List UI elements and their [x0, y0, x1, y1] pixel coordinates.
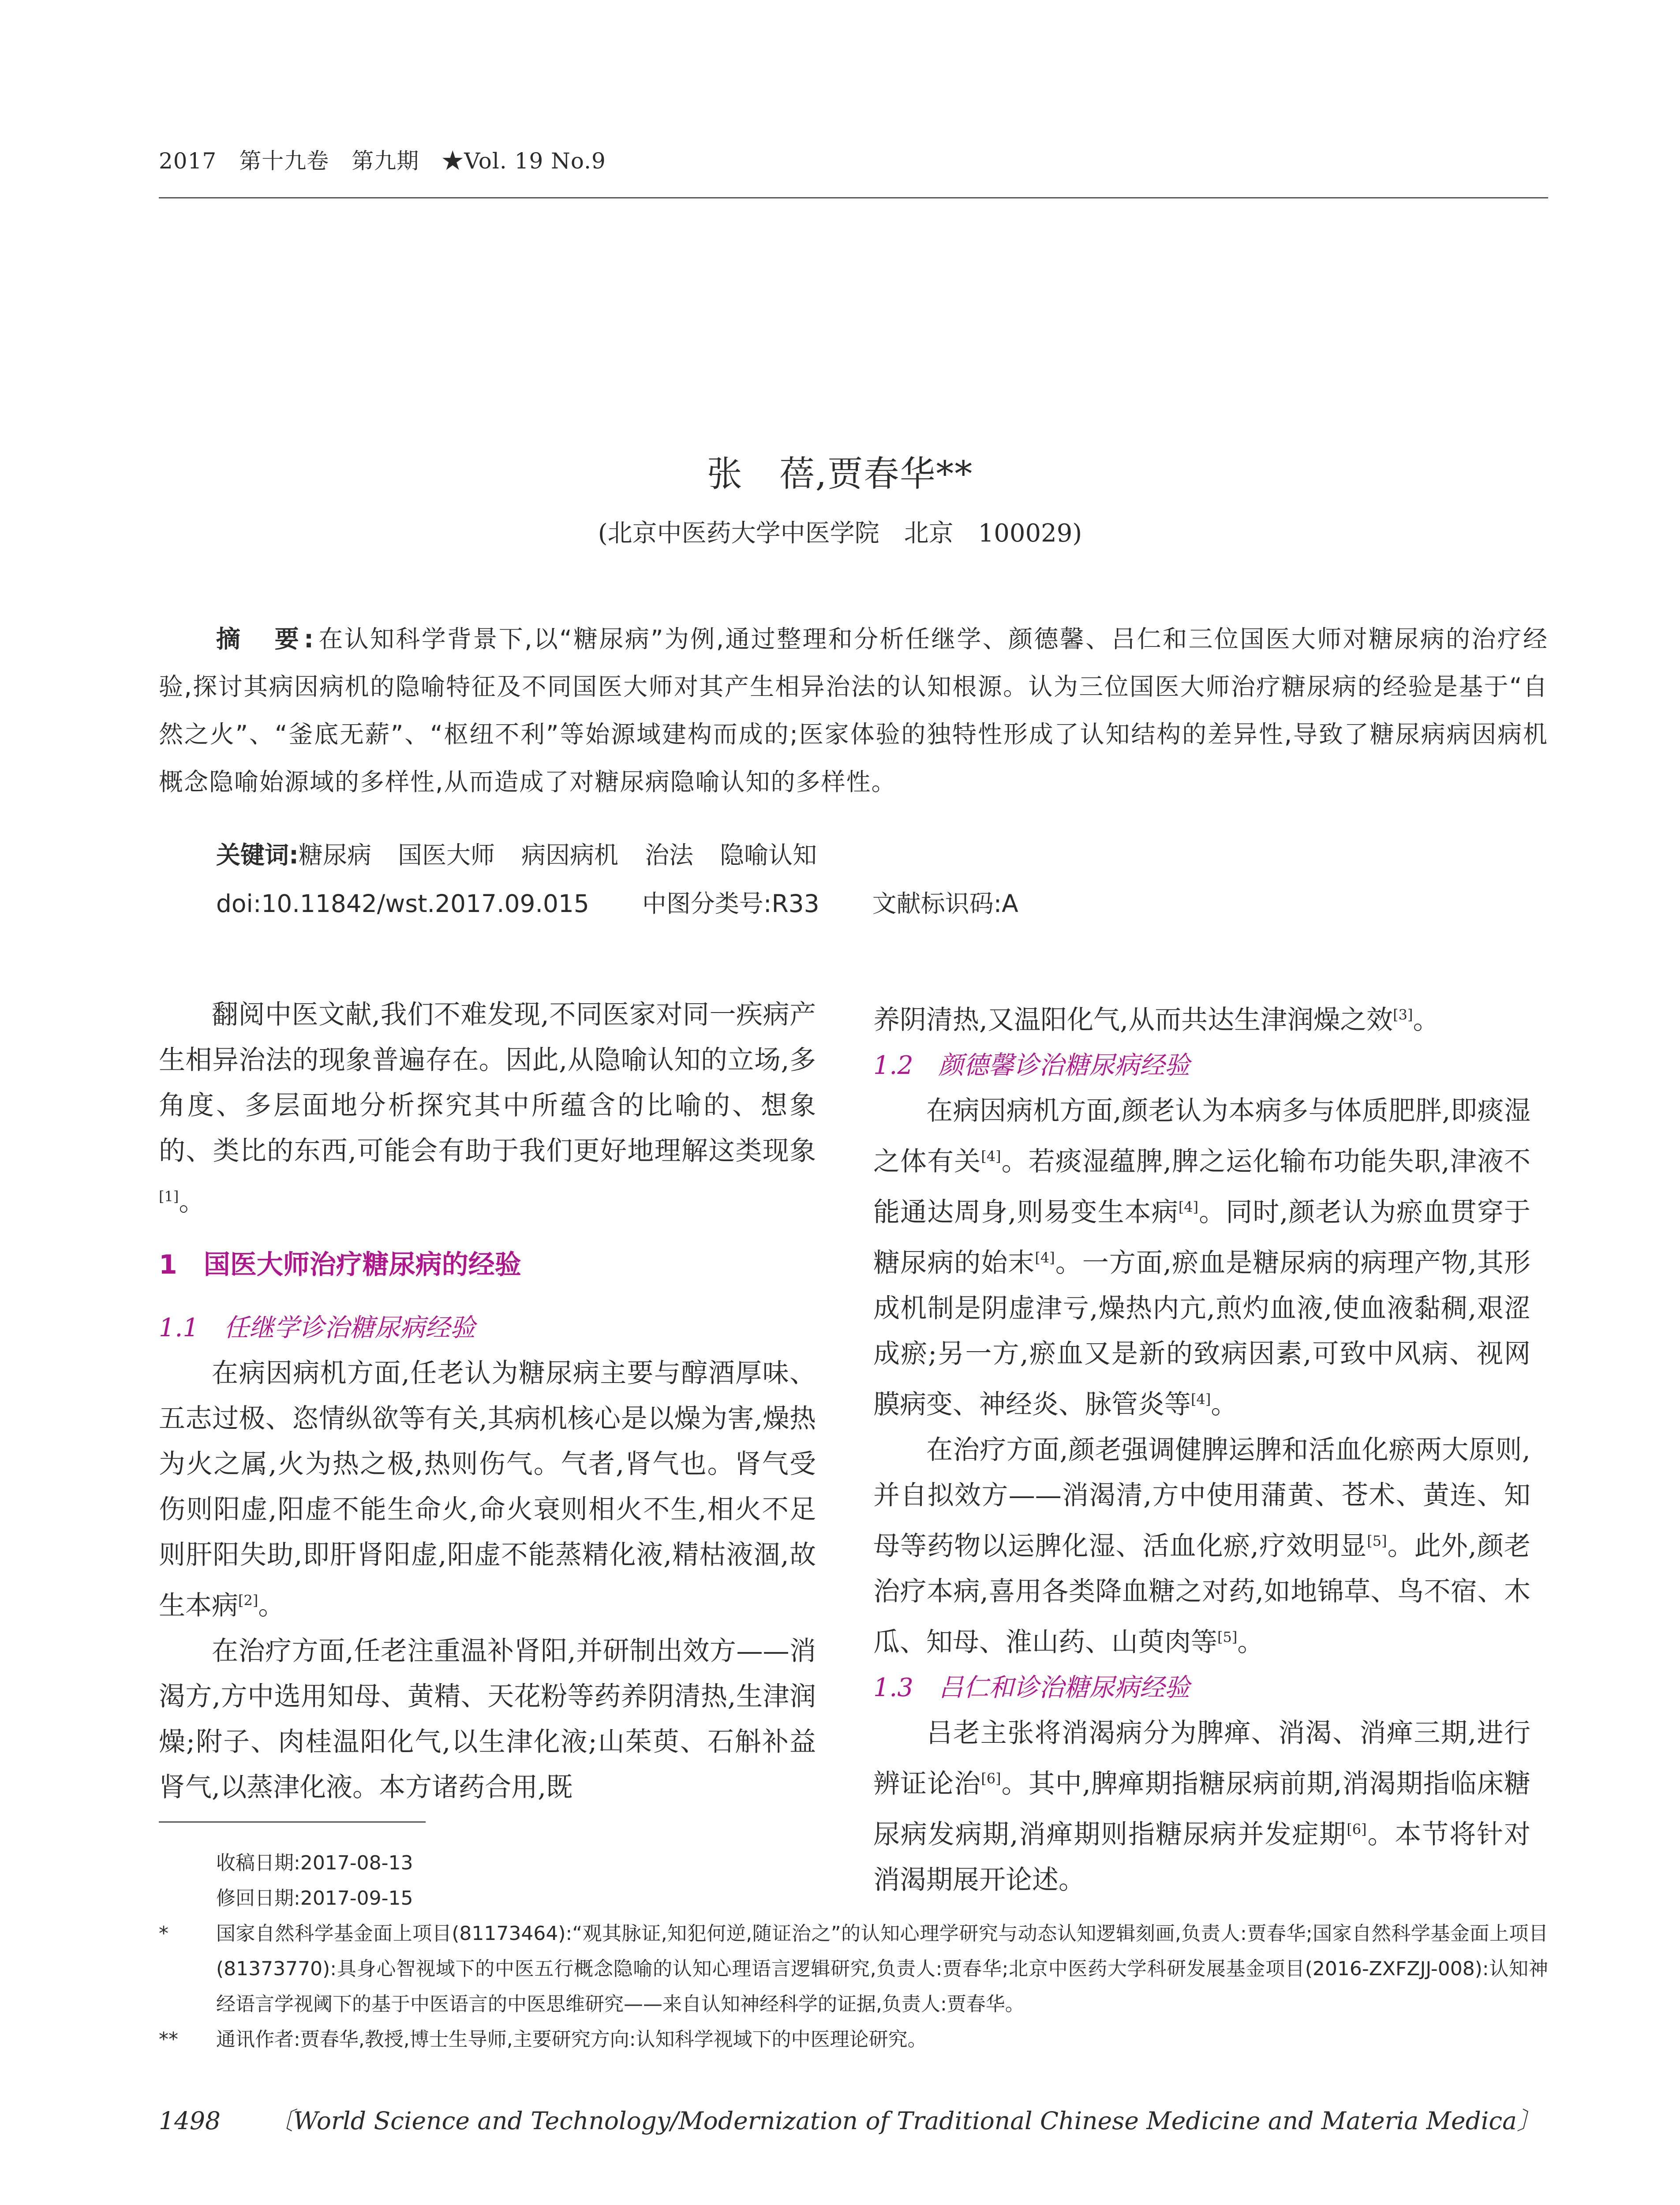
article-meta — [216, 884, 1071, 919]
page-number: 1498 — [159, 2107, 221, 2135]
keyword: 治法 — [645, 841, 694, 869]
corresponding-author-note — [159, 2022, 1548, 2057]
keywords — [216, 836, 843, 871]
subsection-heading-1-3: 1.3 吕仁和诊治糖尿病经验 — [873, 1673, 1190, 1702]
body-paragraph: 在治疗方面,颜老强调健脾运脾和活血化瘀两大原则,并自拟效方——消渴清,方中使用蒲黄、苍术、黄连、知母等药物以运脾化湿、活血化瘀,疗效明显[5]。此外,颜老治疗本病,喜用各类降血糖之对药,如地锦草、鸟不宿、木瓜、知母、淮山药、山萸肉等[5]。 — [873, 1435, 1530, 1658]
doi: doi:10.11842/wst.2017.09.015 — [216, 889, 589, 918]
body-paragraph: 在病因病机方面,颜老认为本病多与体质肥胖,即痰湿之体有关[4]。若痰湿蕴脾,脾之运化输布功能失职,津液不能通达周身,则易变生本病[4]。同时,颜老认为瘀血贯穿于糖尿病的始末[4]。一方面,瘀血是糖尿病的病理产物,其形成机制是阴虚津亏,燥热内亢,煎灼血液,使血液黏稠,艰涩成瘀;另一方,瘀血又是新的致病因素,可致中风病、视网膜病变、神经炎、脉管炎等[4]。 — [873, 1095, 1531, 1420]
footnote-mark: ** — [159, 2028, 178, 2051]
section-heading-1: 1 国医大师治疗糖尿病的经验 — [159, 1249, 521, 1280]
authors: 张 蓓,贾春华** — [707, 453, 973, 494]
citation: [4] — [1178, 1199, 1199, 1215]
body-paragraph: 在病因病机方面,任老认为糖尿病主要与醇酒厚味、五志过极、恣情纵欲等有关,其病机核心是以燥为害,燥热为火之属,火为热之极,热则伤气。气者,肾气也。肾气受伤则阳虚,阳虚不能生命火,命火衰则相火不生,相火不足则肝阳失助,即肝肾阳虚,阳虚不能蒸精化液,精枯液涸,故生本病[2]。 — [159, 1358, 816, 1621]
affiliation: (北京中医药大学中医学院 北京 100029) — [598, 519, 1082, 548]
abstract-text: 在认知科学背景下,以“糖尿病”为例,通过整理和分析任继学、颜德馨、吕仁和三位国医大师对糖尿病的治疗经验,探讨其病因病机的隐喻特征及不同国医大师对其产生相异治法的认知根源。认为三位国医大师治疗糖尿病的经验是基于“自然之火”、“釜底无薪”、“枢纽不利”等始源域建构而成的;医家体验的独特性形成了认知结构的差异性,导致了糖尿病病因病机概念隐喻始源域的多样性,从而造成了对糖尿病隐喻认知的多样性。 — [159, 625, 1548, 796]
citation: [5] — [1367, 1532, 1387, 1549]
citation: [1] — [159, 1188, 179, 1205]
revised-date: 修回日期:2017-09-15 — [216, 1887, 413, 1910]
abstract-label: 摘 要: — [216, 625, 318, 653]
corresponding-author-text: 通讯作者:贾春华,教授,博士生导师,主要研究方向:认知科学视域下的中医理论研究。 — [216, 2028, 927, 2051]
received-date: 收稿日期:2017-08-13 — [216, 1852, 413, 1874]
keyword: 国医大师 — [398, 841, 495, 869]
document-code: 文献标识码:A — [872, 889, 1018, 918]
journal-name: 〔World Science and Technology/Modernization of Traditional Chinese Medicine and Materia Medica〕 — [269, 2107, 1541, 2135]
intro-paragraph: 翻阅中医文献,我们不难发现,不同医家对同一疾病产生相异治法的现象普遍存在。因此,从隐喻认知的立场,多角度、多层面地分析探究其中所蕴含的比喻的、想象的、类比的东西,可能会有助于我们更好地理解这类现象[1]。 — [159, 999, 816, 1217]
citation: [3] — [1393, 1006, 1413, 1023]
abstract — [159, 615, 1548, 806]
footnote-mark: * — [159, 1922, 168, 1945]
funding-note — [159, 1916, 1548, 2022]
citation: [6] — [981, 1770, 1001, 1787]
page-footer — [159, 2101, 1541, 2136]
citation: [4] — [1035, 1249, 1055, 1266]
keyword: 糖尿病 — [299, 841, 372, 869]
citation: [6] — [1347, 1821, 1367, 1838]
body-paragraph: 吕老主张将消渴病分为脾瘅、消渴、消瘅三期,进行辨证论治[6]。其中,脾瘅期指糖尿病前期,消渴期指临床糖尿病发病期,消瘅期则指糖尿病并发症期[6]。本节将针对消渴期展开论述。 — [873, 1718, 1531, 1895]
body-paragraph: 在治疗方面,任老注重温补肾阳,并研制出效方——消渴方,方中选用知母、黄精、天花粉等药养阴清热,生津润燥;附子、肉桂温阳化气,以生津化液;山茱萸、石斛补益肾气,以蒸津化液。本方诸药合用,既 — [159, 1636, 816, 1803]
citation: [5] — [1217, 1629, 1238, 1645]
citation: [2] — [238, 1592, 258, 1609]
right-column — [873, 992, 1530, 1903]
running-header: 2017 第十九卷 第九期 ★Vol. 19 No.9 — [159, 148, 606, 174]
keywords-label: 关键词: — [216, 841, 299, 869]
citation: [4] — [981, 1148, 1001, 1165]
keyword: 隐喻认知 — [720, 841, 817, 869]
clc-number: 中图分类号:R33 — [642, 889, 819, 918]
funding-text: 国家自然科学基金面上项目(81173464):“观其脉证,知犯何逆,随证治之”的认知心理学研究与动态认知逻辑刻画,负责人:贾春华;国家自然科学基金面上项目(81373770):具身心智视域下的中医五行概念隐喻的认知心理语言逻辑研究,负责人:贾春华;北京中医药大学科研发展基金项目(2016-ZXFZJJ-008):认知神经语言学视阈下的基于中医语言的中医思维研究——来自认知神经科学的证据,负责人:贾春华。 — [216, 1922, 1548, 2015]
header-rule — [159, 197, 1548, 198]
subsection-heading-1-1: 1.1 任继学诊治糖尿病经验 — [159, 1313, 475, 1342]
footnote-rule — [159, 1821, 426, 1823]
keyword: 病因病机 — [521, 841, 619, 869]
left-column — [159, 992, 816, 1810]
subsection-heading-1-2: 1.2 颜德馨诊治糖尿病经验 — [873, 1051, 1190, 1080]
body-paragraph-continued: 养阴清热,又温阳化气,从而共达生津润燥之效[3]。 — [873, 1005, 1440, 1035]
citation: [4] — [1191, 1391, 1211, 1408]
